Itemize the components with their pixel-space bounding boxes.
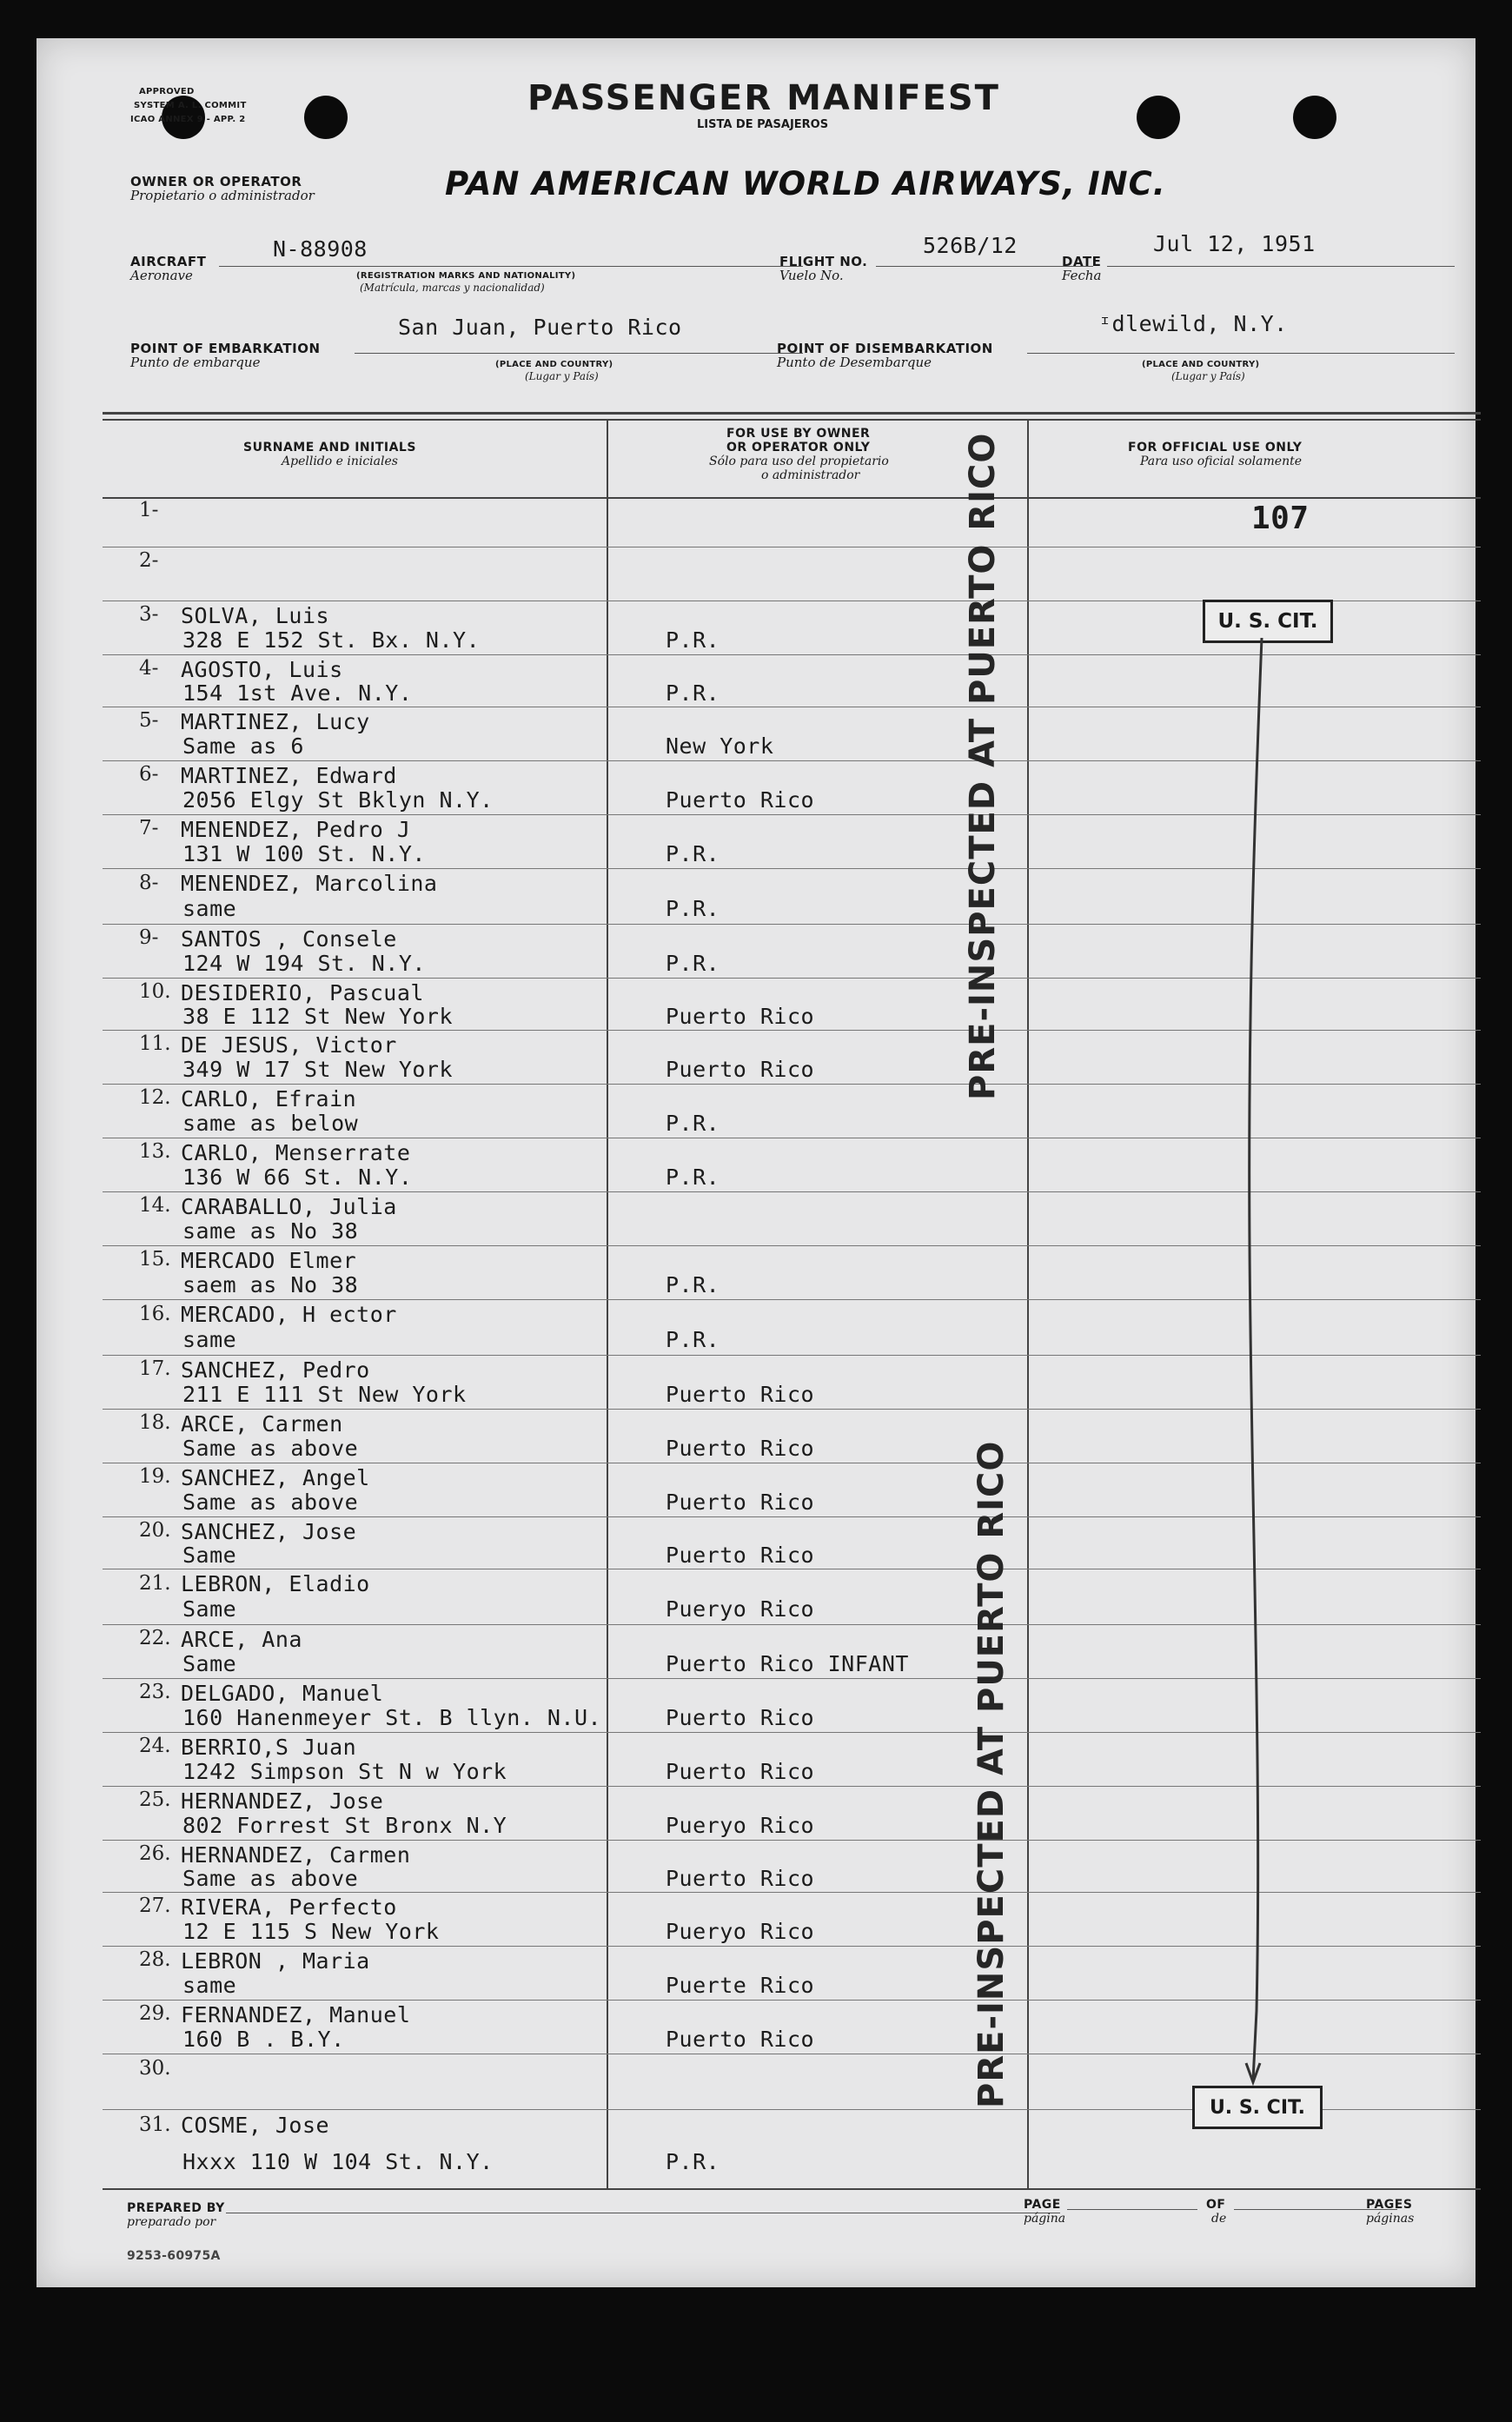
row-number: 9- [139, 926, 159, 949]
passenger-address: Same as 6 [182, 733, 304, 759]
date-label: DATE [1062, 254, 1102, 269]
passenger-name: MERCADO, H ector [181, 1302, 397, 1327]
row-number: 23. [139, 1681, 171, 1703]
owner-label: OWNER OR OPERATOR [130, 174, 302, 189]
pre-inspected-stamp-top: PRE-INSPECTED AT PUERTO RICO [963, 432, 1003, 1100]
passenger-address: 1242 Simpson St N w York [182, 1759, 507, 1784]
owner-use-entry: New York [666, 733, 774, 759]
passenger-name: COSME, Jose [181, 2113, 330, 2138]
registration-note-es: (Matrícula, marcas y nacionalidad) [360, 282, 545, 294]
passenger-address: 2056 Elgy St Bklyn N.Y. [182, 787, 494, 813]
owner-use-entry: P.R. [666, 1165, 720, 1190]
page-label-es: página [1024, 2212, 1066, 2226]
owner-use-entry: Puerto Rico [666, 1543, 815, 1568]
row-number: 29. [139, 2002, 171, 2025]
passenger-name: SANCHEZ, Pedro [181, 1357, 370, 1383]
owner-use-entry: Puerto Rico [666, 1382, 815, 1407]
row-number: 30. [139, 2057, 171, 2080]
passenger-name: CARLO, Efrain [181, 1086, 357, 1111]
row-number: 26. [139, 1842, 171, 1865]
passenger-address: 160 B . B.Y. [182, 2027, 345, 2052]
column-header-surname-es: Apellido e iniciales [282, 455, 398, 468]
owner-use-entry: P.R. [666, 680, 720, 706]
passenger-address: 136 W 66 St. N.Y. [182, 1165, 413, 1190]
passenger-name: SANTOS , Consele [181, 926, 397, 952]
owner-use-entry: Puerto Rico INFANT [666, 1651, 909, 1676]
owner-use-entry: P.R. [666, 1327, 720, 1352]
passenger-name: LEBRON , Maria [181, 1948, 370, 1974]
passenger-name: ARCE, Carmen [181, 1411, 343, 1437]
page-title-es: LISTA DE PASAJEROS [697, 118, 829, 131]
aircraft-label: AIRCRAFT [130, 254, 207, 269]
row-number: 1- [139, 499, 159, 521]
row-number: 20. [139, 1519, 171, 1542]
owner-use-entry: Puerto Rico [666, 1436, 815, 1461]
manifest-sheet [36, 38, 1476, 2287]
passenger-address: 131 W 100 St. N.Y. [182, 841, 426, 866]
date-value: Jul 12, 1951 [1153, 231, 1316, 256]
owner-label-es: Propietario o administrador [130, 188, 315, 203]
owner-use-entry: Puerto Rico [666, 787, 815, 813]
embarkation-value: San Juan, Puerto Rico [398, 315, 682, 340]
passenger-name: SANCHEZ, Jose [181, 1519, 357, 1544]
passenger-address: Same as above [182, 1490, 359, 1515]
owner-use-entry: P.R. [666, 841, 720, 866]
passenger-address: 160 Hanenmeyer St. B llyn. N.U. [182, 1705, 602, 1730]
row-number: 25. [139, 1788, 171, 1811]
owner-use-entry: Puerto Rico [666, 1057, 815, 1082]
of-label-es: de [1211, 2212, 1227, 2226]
passenger-name: HERNANDEZ, Jose [181, 1788, 384, 1814]
aircraft-label-es: Aeronave [130, 268, 193, 283]
passenger-name: DESIDERIO, Pascual [181, 980, 424, 1005]
column-header-official-es: Para uso oficial solamente [1140, 455, 1302, 468]
passenger-name: DE JESUS, Victor [181, 1032, 397, 1058]
pages-label: PAGES [1366, 2198, 1413, 2212]
row-number: 16. [139, 1303, 171, 1325]
embarkation-label-es: Punto de embarque [130, 355, 261, 370]
prepared-by-label: PREPARED BY [127, 2201, 225, 2215]
row-number: 31. [139, 2113, 171, 2136]
owner-use-entry: P.R. [666, 2149, 720, 2174]
of-label: OF [1206, 2198, 1226, 2212]
passenger-address: 154 1st Ave. N.Y. [182, 680, 413, 706]
disembarkation-label: POINT OF DISEMBARKATION [777, 341, 993, 356]
disembark-place-note-es: (Lugar y País) [1171, 370, 1245, 382]
column-header-owner-es-2: o administrador [761, 468, 860, 482]
disembark-place-note: (PLACE AND COUNTRY) [1142, 360, 1260, 369]
us-cit-stamp-bottom: U. S. CIT. [1192, 2086, 1323, 2129]
flight-label-es: Vuelo No. [779, 268, 844, 283]
passenger-address: Same as above [182, 1866, 359, 1891]
column-header-surname: SURNAME AND INITIALS [243, 441, 416, 455]
owner-use-entry: Puerto Rico [666, 1004, 815, 1029]
passenger-name: CARABALLO, Julia [181, 1194, 397, 1219]
row-number: 8- [139, 872, 159, 894]
owner-use-entry: Pueryo Rico [666, 1919, 815, 1944]
row-number: 19. [139, 1465, 171, 1488]
approved-label: APPROVED [139, 87, 195, 96]
passenger-address: same as No 38 [182, 1218, 359, 1244]
row-number: 2- [139, 549, 159, 572]
row-number: 6- [139, 763, 159, 786]
row-number: 7- [139, 817, 159, 839]
owner-use-entry: Puerto Rico [666, 1490, 815, 1515]
form-code: 9253-60975A [127, 2249, 221, 2263]
passenger-address: Same [182, 1543, 237, 1568]
embark-place-note: (PLACE AND COUNTRY) [495, 360, 613, 369]
owner-use-entry: Puerto Rico [666, 1759, 815, 1784]
page-line [1067, 2209, 1197, 2210]
owner-use-entry: P.R. [666, 627, 720, 653]
owner-use-entry: Puerte Rico [666, 1973, 815, 1998]
owner-use-entry: P.R. [666, 896, 720, 921]
row-number: 18. [139, 1411, 171, 1434]
owner-use-entry: P.R. [666, 951, 720, 976]
pages-label-es: páginas [1366, 2212, 1415, 2226]
column-header-owner-1: FOR USE BY OWNER [726, 427, 871, 441]
flight-value: 526B/12 [923, 233, 1018, 258]
row-number: 27. [139, 1894, 171, 1917]
row-number: 11. [139, 1032, 171, 1055]
row-number: 5- [139, 709, 159, 732]
prepared-by-label-es: preparado por [127, 2215, 216, 2229]
row-number: 21. [139, 1572, 171, 1595]
passenger-address: 211 E 111 St New York [182, 1382, 467, 1407]
row-number: 15. [139, 1248, 171, 1271]
flight-label: FLIGHT NO. [779, 254, 868, 269]
passenger-address: Same as above [182, 1436, 359, 1461]
column-header-owner-es-1: Sólo para uso del propietario [709, 455, 889, 468]
passenger-address: Hxxx 110 W 104 St. N.Y. [182, 2149, 494, 2174]
owner-use-entry: P.R. [666, 1111, 720, 1136]
owner-use-entry: Puerto Rico [666, 1866, 815, 1891]
owner-use-entry: P.R. [666, 1272, 720, 1297]
embark-place-note-es: (Lugar y País) [525, 370, 599, 382]
date-label-es: Fecha [1062, 268, 1102, 283]
passenger-name: RIVERA, Perfecto [181, 1894, 397, 1920]
row-number: 12. [139, 1086, 171, 1109]
column-header-official: FOR OFFICIAL USE ONLY [1128, 441, 1303, 455]
row-number: 22. [139, 1627, 171, 1649]
passenger-name: MARTINEZ, Lucy [181, 709, 370, 734]
passenger-name: SANCHEZ, Angel [181, 1465, 370, 1490]
passenger-name: HERNANDEZ, Carmen [181, 1842, 411, 1868]
passenger-address: Same [182, 1651, 237, 1676]
passenger-name: DELGADO, Manuel [181, 1681, 384, 1706]
passenger-name: CARLO, Menserrate [181, 1140, 411, 1165]
table-row [103, 547, 1481, 601]
passenger-address: Same [182, 1596, 237, 1622]
passenger-name: BERRIO,S Juan [181, 1735, 357, 1760]
row-number: 14. [139, 1194, 171, 1217]
bracket-line [1236, 638, 1288, 2098]
row-number: 3- [139, 603, 159, 626]
row-number: 28. [139, 1948, 171, 1971]
page-title: PASSENGER MANIFEST [527, 78, 1000, 118]
passenger-name: MARTINEZ, Edward [181, 763, 397, 788]
page-label: PAGE [1024, 2198, 1061, 2212]
row-number: 17. [139, 1357, 171, 1380]
owner-use-entry: Pueryo Rico [666, 1596, 815, 1622]
passenger-name: LEBRON, Eladio [181, 1571, 370, 1596]
passenger-address: 349 W 17 St New York [182, 1057, 454, 1082]
us-cit-stamp-top: U. S. CIT. [1203, 600, 1333, 643]
aircraft-value: N-88908 [273, 236, 368, 262]
passenger-name: ARCE, Ana [181, 1627, 302, 1652]
passenger-name: MENENDEZ, Marcolina [181, 871, 438, 896]
passenger-address: same [182, 896, 237, 921]
owner-use-entry: Puerto Rico [666, 1705, 815, 1730]
disembarkation-value: ᶦdlewild, N.Y. [1098, 311, 1288, 336]
row-number: 24. [139, 1735, 171, 1757]
passenger-address: 12 E 115 S New York [182, 1919, 440, 1944]
owner-use-entry: Puerto Rico [666, 2027, 815, 2052]
row-number: 10. [139, 980, 171, 1003]
passenger-address: saem as No 38 [182, 1272, 359, 1297]
passenger-address: same [182, 1327, 237, 1352]
passenger-address: same [182, 1973, 237, 1998]
row-number: 13. [139, 1140, 171, 1163]
company-name: PAN AMERICAN WORLD AIRWAYS, INC. [445, 165, 1166, 202]
column-header-owner-2: OR OPERATOR ONLY [726, 441, 871, 455]
official-count: 107 [1251, 501, 1310, 536]
passenger-address: same as below [182, 1111, 359, 1136]
row-number: 4- [139, 657, 159, 680]
registration-note: (REGISTRATION MARKS AND NATIONALITY) [356, 271, 576, 281]
disembarkation-label-es: Punto de Desembarque [777, 355, 932, 370]
passenger-address: 802 Forrest St Bronx N.Y [182, 1813, 507, 1838]
passenger-name: MERCADO Elmer [181, 1248, 357, 1273]
passenger-name: FERNANDEZ, Manuel [181, 2002, 411, 2027]
pre-inspected-stamp-bottom: PRE-INSPECTED AT PUERTO RICO [972, 1440, 1011, 2108]
passenger-address: 124 W 194 St. N.Y. [182, 951, 426, 976]
owner-use-entry: Pueryo Rico [666, 1813, 815, 1838]
passenger-address: 38 E 112 St New York [182, 1004, 454, 1029]
passenger-name: SOLVA, Luis [181, 603, 330, 628]
approved-line-2: SYSTEM A. L. COMMIT [134, 101, 247, 110]
passenger-name: MENENDEZ, Pedro J [181, 817, 411, 842]
embarkation-label: POINT OF EMBARKATION [130, 341, 321, 356]
approved-line-3: ICAO ANNEX 9 - APP. 2 [130, 115, 246, 124]
passenger-address: 328 E 152 St. Bx. N.Y. [182, 627, 481, 653]
passenger-name: AGOSTO, Luis [181, 657, 343, 682]
